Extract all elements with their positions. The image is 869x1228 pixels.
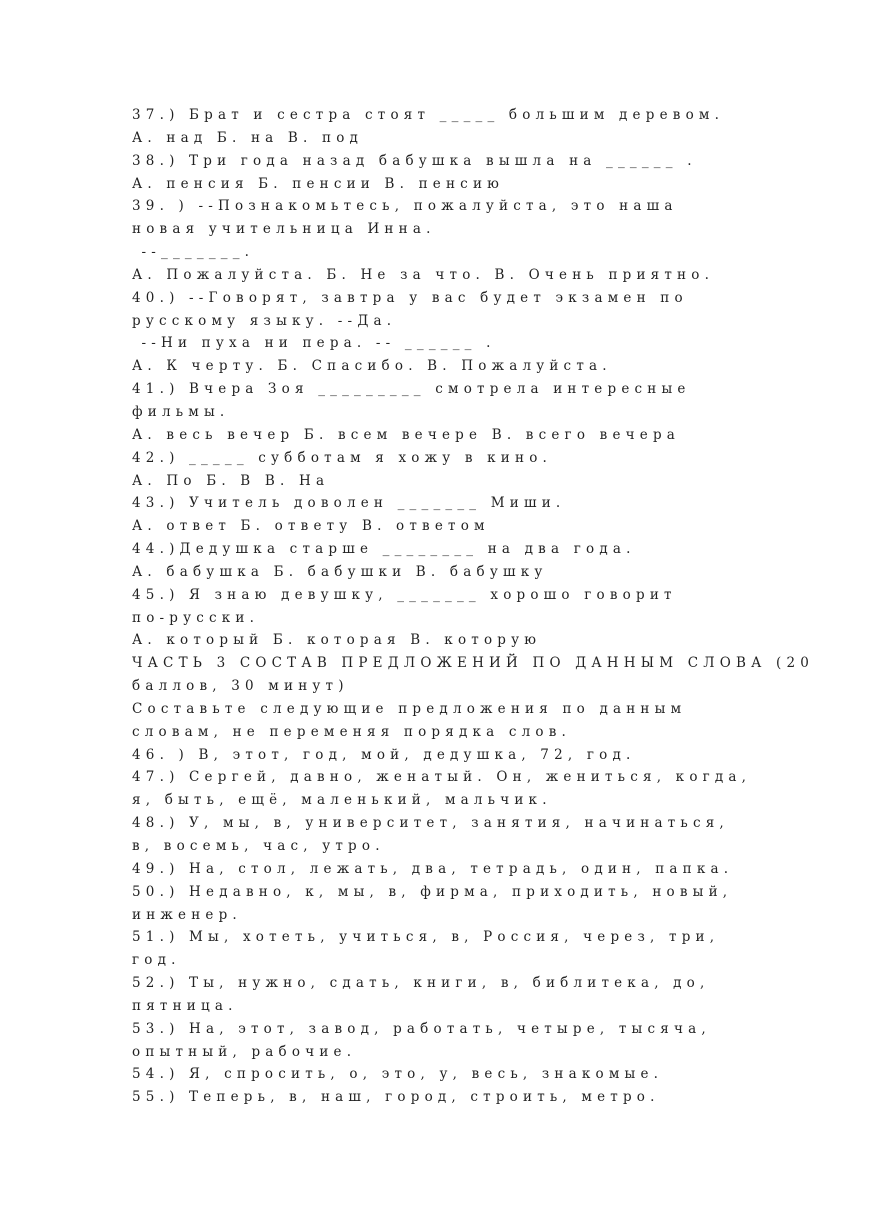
answer-options-37: А. над Б. на В. под xyxy=(132,129,364,146)
section-heading-continued: баллов, 30 минут) xyxy=(132,678,349,695)
task-55: 55.) Теперь, в, наш, город, строить, метро. xyxy=(132,1089,660,1106)
section-instructions-continued: словам, не переменяя порядка слов. xyxy=(132,723,572,740)
task-50-continued: инженер. xyxy=(132,906,242,923)
question-40: 40.) --Говорят, завтра у вас будет экзамен по xyxy=(132,289,688,306)
task-51: 51.) Мы, хотеть, учиться, в, Россия, через, три, xyxy=(132,929,720,946)
task-53-continued: опытный, рабочие. xyxy=(132,1043,357,1060)
answer-options-43: А. ответ Б. ответу В. ответом xyxy=(132,518,490,535)
question-45-continued: по-русски. xyxy=(132,609,260,626)
question-40-reply-blank: --Ни пуха ни пера. -- ______ . xyxy=(132,335,496,352)
task-47: 47.) Сергей, давно, женатый. Он, жениться, когда, xyxy=(132,769,752,786)
answer-options-39: А. Пожалуйста. Б. Не за что. В. Очень приятно. xyxy=(132,266,715,283)
task-47-continued: я, быть, ещё, маленький, мальчик. xyxy=(132,792,552,809)
task-54: 54.) Я, спросить, о, это, у, весь, знакомые. xyxy=(132,1066,664,1083)
question-39-reply-blank: --_______. xyxy=(132,244,255,261)
task-50: 50.) Недавно, к, мы, в, фирма, приходить, новый, xyxy=(132,883,733,900)
question-40-continued: русскому языку. --Да. xyxy=(132,312,397,329)
question-37: 37.) Брат и сестра стоят _____ большим деревом. xyxy=(132,107,725,123)
task-48-continued: в, восемь, час, утро. xyxy=(132,838,385,854)
answer-options-41: А. весь вечер Б. всем вечере В. всего вечера xyxy=(132,426,681,443)
answer-options-45: А. который Б. которая В. которую xyxy=(132,632,542,649)
question-45: 45.) Я знаю девушку, _______ хорошо говорит xyxy=(132,586,677,603)
question-42: 42.) _____ субботам я хожу в кино. xyxy=(132,449,553,466)
question-43: 43.) Учитель доволен _______ Миши. xyxy=(132,495,566,512)
answer-options-40: А. К черту. Б. Спасибо. В. Пожалуйста. xyxy=(132,358,612,375)
question-41: 41.) Вчера Зоя _________ смотрела интересные xyxy=(132,381,691,398)
task-52: 52.) Ты, нужно, сдать, книги, в, библитека, до, xyxy=(132,975,710,992)
answer-options-42: А. По Б. В В. На xyxy=(132,472,330,489)
answer-options-38: А. пенсия Б. пенсии В. пенсию xyxy=(132,175,505,192)
section-instructions: Составьте следующие предложения по данным xyxy=(132,700,687,717)
question-39-continued: новая учительница Инна. xyxy=(132,221,436,238)
task-53: 53.) На, этот, завод, работать, четыре, тысяча, xyxy=(132,1020,711,1037)
task-46: 46. ) В, этот, год, мой, дедушка, 72, год. xyxy=(132,746,636,763)
section-heading: ЧАСТЬ 3 СОСТАВ ПРЕДЛОЖЕНИЙ ПО ДАННЫМ СЛОВА (20 xyxy=(132,655,815,672)
question-39: 39. ) --Познакомьтесь, пожалуйста, это наша xyxy=(132,198,678,215)
answer-options-44: А. бабушка Б. бабушки В. бабушку xyxy=(132,563,548,580)
question-38: 38.) Три года назад бабушка вышла на ______ . xyxy=(132,152,697,169)
task-52-continued: пятница. xyxy=(132,997,238,1014)
task-51-continued: год. xyxy=(132,952,181,969)
task-48: 48.) У, мы, в, университет, занятия, начинаться, xyxy=(132,815,729,832)
task-49: 49.) На, стол, лежать, два, тетрадь, один, папка. xyxy=(132,860,734,877)
document-body xyxy=(132,104,815,1109)
question-44: 44.)Дедушка старше ________ на два года. xyxy=(132,541,636,558)
question-41-continued: фильмы. xyxy=(132,403,230,420)
